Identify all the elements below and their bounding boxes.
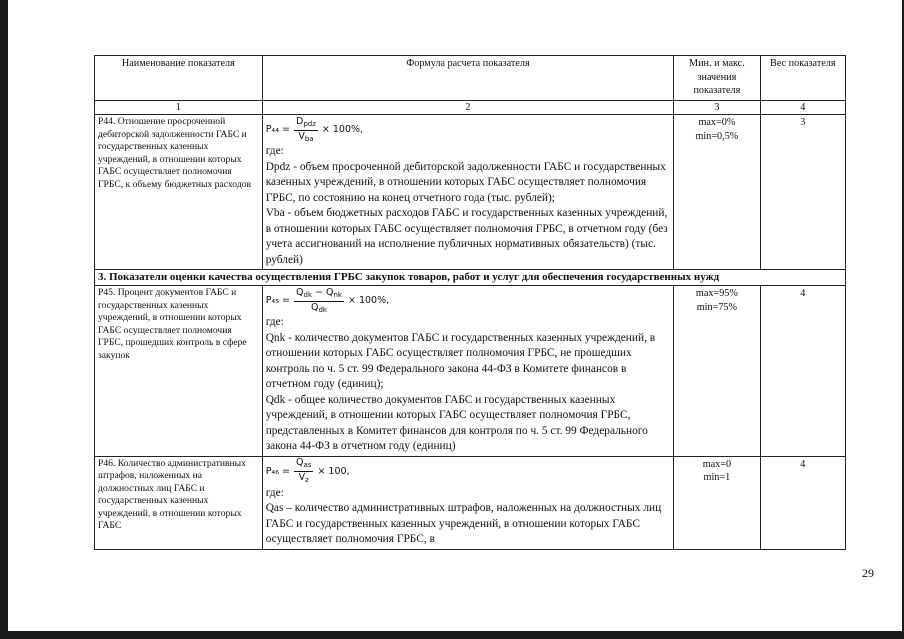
indicator-name: Р46. Количество административных штрафов, наложенных на должностных лиц ГАБС и государственных казенных учреждений, в отношении которых ГАБС [95, 456, 263, 549]
table-row [95, 286, 846, 457]
formula-rhs: × 100%, [321, 124, 364, 136]
min-value: min=0,5% [695, 130, 739, 142]
formula-denominator: $V_{ba}$ [298, 130, 314, 143]
max-value: max=0% [698, 117, 736, 128]
formula-explanation: Qdk - общее количество документов ГАБС и государственных казенных учреждений, в отношении которых ГАБС осуществляет полномочия ГРБС, представленных в Комитет финансов для контроля по ч. 5 ст. 99 Федерального закона 44-ФЗ в отчетном году (единиц) [265, 393, 648, 452]
formula [266, 287, 671, 315]
formula-cell [262, 286, 674, 457]
min-max-cell [674, 456, 760, 549]
section-row [95, 270, 846, 286]
where-label: где: [265, 316, 284, 328]
where-label: где: [265, 145, 284, 157]
formula-lhs: P₄₅ = [265, 295, 291, 307]
table-row [95, 115, 846, 270]
formula-explanation: Dpdz - объем просроченной дебиторской задолженности ГАБС и государственных казенных учреждений, в отношении которых ГАБС осуществляет полномочия ГРБС, по состоянию на конец отчетного года (тыс. рублей); [265, 160, 666, 204]
formula-lhs: P₄₆ = [265, 465, 291, 477]
indicator-table [94, 55, 846, 550]
scan-edge-bottom [0, 631, 904, 639]
weight-value: 4 [760, 456, 845, 549]
table-header-row [95, 56, 846, 101]
formula-explanation: Qas – количество административных штрафов, наложенных на должностных лиц ГАБС и государственных казенных учреждений, в отношении которых ГАБС осуществляет полномочия ГРБС, в [265, 502, 662, 545]
formula-numerator: $Q_{dk} - Q_{nk}$ [294, 287, 344, 302]
min-max-cell [674, 115, 760, 270]
indicator-name: Р44. Отношение просроченной дебиторской задолженности ГАБС и государственных казенных учреждений, в отношении которых ГАБС осуществляет полномочия ГРБС, к объему бюджетных расходов [95, 115, 263, 270]
column-number: 1 [95, 101, 263, 115]
max-value: max=95% [695, 288, 738, 299]
min-max-cell [674, 286, 760, 457]
formula [266, 116, 671, 144]
formula-rhs: × 100, [317, 465, 350, 477]
formula [266, 458, 671, 486]
indicator-name: Р45. Процент документов ГАБС и государственных казенных учреждений, в отношении которых ГАБС осуществляет полномочия ГРБС, прошедших контроль в сфере закупок [95, 286, 263, 457]
formula-cell [262, 456, 674, 549]
formula-denominator: $Q_{dk}$ [311, 301, 327, 314]
page-number: 29 [862, 566, 874, 580]
formula-explanation: Vba - объем бюджетных расходов ГАБС и государственных казенных учреждений, в отношении которых ГАБС осуществляет полномочия ГРБС, в отчетном году (без учета ассигнований на исполнение публичных нормативных обязательств) (тыс. рублей) [265, 207, 668, 266]
table-row [95, 456, 846, 549]
header-indicator-name: Наименование показателя [95, 56, 263, 101]
formula-numerator: $Q_{as}$ [294, 457, 313, 472]
formula-cell [262, 115, 674, 270]
section-title: 3. Показатели оценки качества осуществления ГРБС закупок товаров, работ и услуг для обеспечения государственных нужд [95, 270, 846, 286]
formula-denominator: $V_z$ [298, 472, 309, 484]
weight-value: 3 [760, 115, 845, 270]
formula-explanation: Qnk - количество документов ГАБС и государственных казенных учреждений, в отношении которых ГАБС осуществляет полномочия ГРБС, не прошедших контроль по ч. 5 ст. 99 Федерального закона 44-ФЗ в Комитете финансов в отчетном году (единиц); [265, 331, 656, 390]
max-value: max=0 [702, 458, 732, 470]
where-label: где: [265, 486, 284, 499]
formula-numerator: $D_{pdz}$ [294, 116, 318, 131]
formula-rhs: × 100%, [347, 295, 390, 307]
formula-fraction [294, 116, 318, 145]
formula-fraction [294, 287, 344, 316]
min-value: min=1 [703, 472, 731, 483]
scan-edge-left [0, 0, 8, 639]
formula-lhs: P₄₄ = [265, 124, 291, 136]
column-number: 4 [760, 101, 845, 115]
column-number: 2 [262, 101, 674, 115]
weight-value: 4 [760, 286, 845, 457]
header-weight: Вес показателя [760, 56, 845, 101]
header-formula: Формула расчета показателя [262, 56, 674, 101]
column-number-row [95, 101, 846, 115]
column-number: 3 [674, 101, 760, 115]
min-value: min=75% [696, 301, 738, 313]
formula-fraction [294, 457, 313, 486]
header-min-max: Мин. и макс. значения показателя [674, 56, 760, 101]
